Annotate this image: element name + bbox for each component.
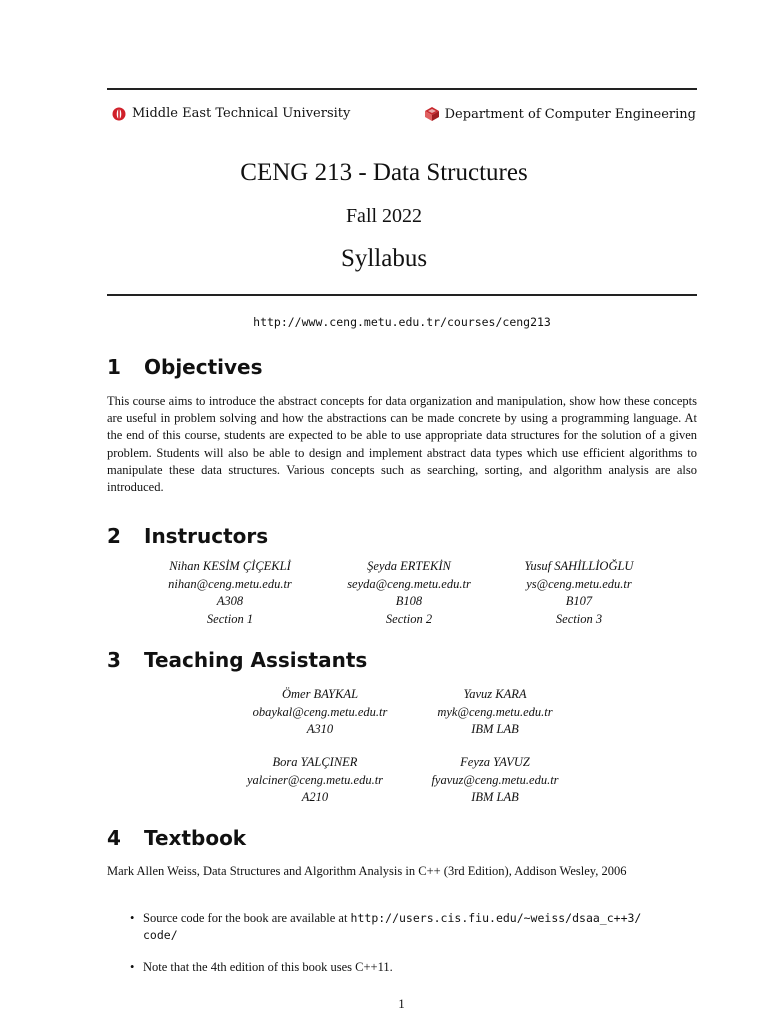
course-title: CENG 213 - Data Structures [240,159,528,186]
document-type: Syllabus [340,245,428,272]
university-name: Middle East Technical University [132,106,351,121]
section-title: Teaching Assistants [144,648,368,672]
person-name: Yusuf SAHİLLİOĞLU [524,559,634,573]
ceng-logo-icon [424,106,440,122]
section-number: 1 [107,355,121,379]
textbook-bullet-list [107,910,697,992]
section-title: Textbook [144,826,247,850]
person-room: IBM LAB [471,790,519,804]
section-number: 4 [107,826,121,850]
metu-logo-icon [112,107,126,121]
person-section: Section 1 [206,611,254,626]
person-email[interactable]: myk@ceng.metu.edu.tr [437,704,553,719]
person-room: B107 [565,594,593,608]
person-name: Bora YALÇINER [272,755,358,769]
person-email[interactable]: fyavuz@ceng.metu.edu.tr [431,772,559,787]
person-room: A310 [306,722,334,736]
section-heading-teaching-assistants [107,648,367,672]
person-name: Feyza YAVUZ [460,755,530,769]
person-name: Nihan KESİM ÇİÇEKLİ [169,559,291,573]
textbook-paragraph: Mark Allen Weiss, Data Structures and Algorithm Analysis in C++ (3rd Edition), Addison Wesley, 2006 [107,864,627,878]
course-url[interactable]: http://www.ceng.metu.edu.tr/courses/ceng213 [253,315,551,329]
list-item [107,910,697,944]
person-room: B108 [395,594,423,608]
bullet-text: Note that the 4th edition of this book uses C++11. [143,960,393,975]
ta-card [400,686,590,739]
department-header [424,106,696,122]
list-item [107,959,697,976]
page-number: 1 [398,996,405,1011]
person-email[interactable]: obaykal@ceng.metu.edu.tr [252,704,388,719]
ta-card [225,686,415,739]
department-name: Department of Computer Engineering [444,106,696,122]
section-heading-instructors [107,524,268,548]
bullet-icon: • [130,911,135,925]
ta-card [400,754,590,807]
section-number: 2 [107,524,121,548]
person-room: A210 [301,790,329,804]
person-section: Section 2 [385,611,433,626]
instructor-card [484,558,674,628]
person-name: Yavuz KARA [463,687,527,701]
instructor-card [314,558,504,628]
person-name: Ömer BAYKAL [281,687,359,701]
university-header [112,106,350,121]
person-email[interactable]: ys@ceng.metu.edu.tr [526,576,632,591]
top-rule [107,88,697,90]
person-email[interactable]: yalciner@ceng.metu.edu.tr [246,772,384,787]
bullet-text: Source code for the book are available at [143,911,351,925]
section-heading-objectives [107,355,263,379]
person-section: Section 3 [555,611,603,626]
objectives-paragraph: This course aims to introduce the abstract concepts for data organization and manipulation, show how these concepts are useful in problem solving and how the abstractions can be made concrete by using a programming language. At the end of this course, students are expected to be able to use appropriate data structures for the solution of a given problem. Students will also be able to design and implement abstract data types which use efficient algorithms to manipulate these data structures. Various concepts such as searching, sorting, and algorithm analysis are also introduced. [107,394,697,495]
section-title: Objectives [144,355,263,379]
person-room: IBM LAB [471,722,519,736]
source-code-link-continued[interactable]: code/ [143,928,178,943]
section-heading-textbook [107,826,246,850]
source-code-link[interactable]: http://users.cis.fiu.edu/~weiss/dsaa_c++3/ [350,911,642,925]
person-room: A308 [216,594,244,608]
section-title: Instructors [144,524,269,548]
person-name: Şeyda ERTEKİN [367,559,451,573]
course-term: Fall 2022 [345,205,423,227]
instructor-card [135,558,325,628]
person-email[interactable]: nihan@ceng.metu.edu.tr [168,576,292,591]
bullet-icon: • [130,960,135,975]
ta-card [220,754,410,807]
title-rule [107,294,697,296]
person-email[interactable]: seyda@ceng.metu.edu.tr [347,576,471,591]
section-number: 3 [107,648,121,672]
